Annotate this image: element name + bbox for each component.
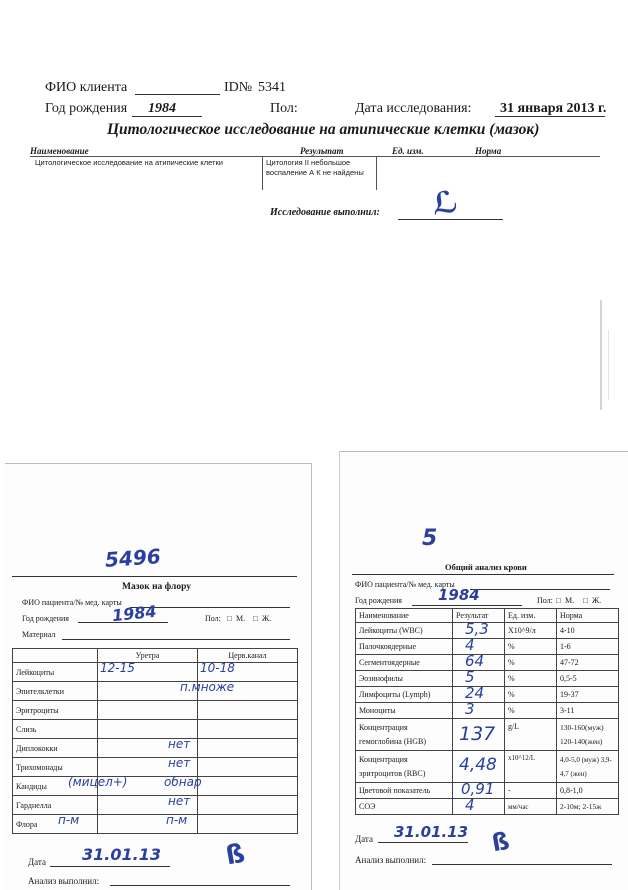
blood-row-result: 4 [465,796,475,814]
blood-sex-f: Ж. [592,596,602,605]
smear-row-cervical: нет [168,794,191,808]
blood-row-name: Концентрация гемоглобина (HGB) [356,719,453,751]
smear-sex-label: Пол: [205,614,221,623]
blood-row-name: Эозинофилы [356,671,453,687]
blood-col-name: Наименование [356,609,453,623]
smear-row-label: Кандиды [13,777,98,796]
smear-row-cervical: обнар [164,775,202,789]
smear-sex-m: М. [236,614,246,623]
blood-row-name: Сегментоядерные [356,655,453,671]
smear-performed-label: Анализ выполнил: [28,876,100,886]
smear-title: Мазок на флору [122,582,192,592]
blood-row-unit: X10^9/л [505,623,557,639]
smear-material-label: Материал [22,630,56,639]
smear-row-urethra: п-м [58,813,80,827]
blood-row-unit: % [505,703,557,719]
col-unit: Ед. изм. [392,146,424,156]
blood-row-result: 64 [465,652,485,670]
sex-label: Пол: [270,101,298,116]
smear-signature: ß [223,838,248,872]
smear-row-label: Гарднелла [13,796,98,815]
blood-row-unit: % [505,639,557,655]
blood-row-result: 3 [465,700,475,718]
study-date-label: Дата исследования: [355,101,472,116]
result-table-divider [376,156,377,190]
client-label: ФИО клиента [45,80,128,95]
blood-col-norm: Норма [557,609,619,623]
smear-row-cervical: 10-18 [200,661,235,675]
result-table-divider [262,156,263,190]
blood-row-result: 137 [459,723,496,745]
blood-row-norm: 0,8-1,0 [557,783,619,799]
blood-signature: ß [489,826,512,858]
id-label: ID№ [224,80,253,95]
blood-row-unit: % [505,687,557,703]
blood-col-unit: Ед. изм. [505,609,557,623]
smear-birth-label: Год рождения [22,614,69,623]
blood-row-result: 5 [465,668,475,686]
blood-row-unit: - [505,783,557,799]
smear-row-label: Слизь [13,720,98,739]
birth-year-value: 1984 [148,101,176,116]
signature: ℒ [429,184,461,223]
blood-row-norm: 19-37 [557,687,619,703]
col-result: Результат [300,146,344,156]
blood-row-name: СОЭ [356,799,453,815]
smear-row-label: Эритроциты [13,701,98,720]
smear-row-label: Трихомонады [13,758,98,777]
smear-performed-line [110,885,290,886]
col-norm: Норма [475,146,502,156]
blood-birth-label: Год рождения [355,596,402,605]
blood-title: Общий анализ крови [445,562,527,572]
blood-row-norm: 47-72 [557,655,619,671]
smear-sex-m-box[interactable]: □ [227,614,232,623]
blood-performed-label: Анализ выполнил: [355,855,427,865]
smear-row-label: Эпителклетки [13,682,98,701]
study-date-value: 31 января 2013 г. [500,101,607,116]
blood-row-norm: 0,5-5 [557,671,619,687]
smear-title-line [12,576,297,577]
smear-sex-f-box[interactable]: □ [253,614,258,623]
blood-row-name: Цветовой показатель [356,783,453,799]
blood-row-name: Палочкоядерные [356,639,453,655]
blood-sex-label: Пол: [537,596,553,605]
smear-date-value: 31.01.13 [82,845,161,864]
smear-table [12,648,298,834]
blood-row-unit: % [505,671,557,687]
smear-date-label: Дата [28,857,46,867]
smear-sex-f: Ж. [262,614,272,623]
blood-date-line [378,842,468,843]
blood-row-name: Концентрация эритроцитов (RBC) [356,751,453,783]
blood-birth-line [412,605,522,606]
blood-row-norm: 4-10 [557,623,619,639]
client-line [135,94,220,95]
smear-row-cervical: п.множе [180,680,235,694]
report-title: Цитологическое исследование на атипические клетки (мазок) [107,121,540,138]
blood-patient-line [470,589,610,590]
smear-col-0 [13,649,98,663]
smear-row-urethra: 12-15 [100,661,135,675]
smear-date-line [50,866,170,867]
row-result: Цитология II небольшое воспаление А К не найдены [266,158,364,177]
blood-table [355,608,619,815]
blood-row-name: Лейкоциты (WBC) [356,623,453,639]
blood-col-result: Результат [453,609,505,623]
smear-number: 5496 [104,544,162,572]
smear-material-line [62,639,290,640]
smear-row-label: Диплококки [13,739,98,758]
smear-row-urethra: (мицел+) [68,775,128,789]
blood-sex-m: М. [565,596,575,605]
smear-patient-label: ФИО пациента/№ мед. карты [22,598,122,607]
blood-row-norm: 1-6 [557,639,619,655]
performed-label: Исследование выполнил: [270,207,380,218]
blood-row-unit: мм/час [505,799,557,815]
blood-performed-line [432,864,612,865]
birth-year-line [132,116,202,117]
blood-row-result: 4 [465,636,475,654]
col-name: Наименование [30,146,89,156]
smear-row-cervical: нет [168,756,191,770]
smear-row-label: Лейкоциты [13,663,98,682]
blood-row-result: 0,91 [461,780,495,798]
blood-row-result: 5,3 [465,620,489,638]
blood-row-result: 4,48 [459,755,497,775]
scan-artifact [600,300,602,410]
smear-birth-line [78,622,168,623]
smear-row-cervical: нет [168,737,191,751]
smear-row-label: Флора [13,815,98,834]
blood-title-line [352,574,614,575]
blood-row-unit: x10^12/L [505,751,557,783]
blood-number: 5 [422,526,438,551]
study-date-line [495,116,605,117]
blood-row-unit: g/L [505,719,557,751]
blood-row-name: Моноциты [356,703,453,719]
blood-birth-value: 1984 [438,586,480,604]
blood-row-name: Лимфоциты (Lymph) [356,687,453,703]
blood-row-norm: 3-11 [557,703,619,719]
blood-row-norm: 2-10м; 2-15ж [557,799,619,815]
smear-col-urethra: Уретра [98,649,198,663]
birth-year-label: Год рождения [45,101,128,116]
smear-birth-value: 1984 [111,601,158,626]
row-name: Цитологическое исследование на атипические клетки [35,158,223,167]
blood-row-norm: 130-160(муж) 120-140(жен) [557,719,619,751]
id-value: 5341 [258,80,286,95]
smear-row-cervical: п-м [166,813,188,827]
blood-row-norm: 4,0-5,0 (муж) 3,9-4,7 (жен) [557,751,619,783]
blood-patient-label: ФИО пациента/№ мед. карты [355,580,455,589]
blood-sex-m-box[interactable]: □ [556,596,561,605]
smear-col-cervical: Церв.канал [198,649,298,663]
blood-date-label: Дата [355,834,373,844]
blood-date-value: 31.01.13 [394,823,469,841]
scan-artifact [608,330,609,400]
blood-row-unit: % [505,655,557,671]
blood-sex-f-box[interactable]: □ [583,596,588,605]
blood-row-result: 24 [465,684,485,702]
